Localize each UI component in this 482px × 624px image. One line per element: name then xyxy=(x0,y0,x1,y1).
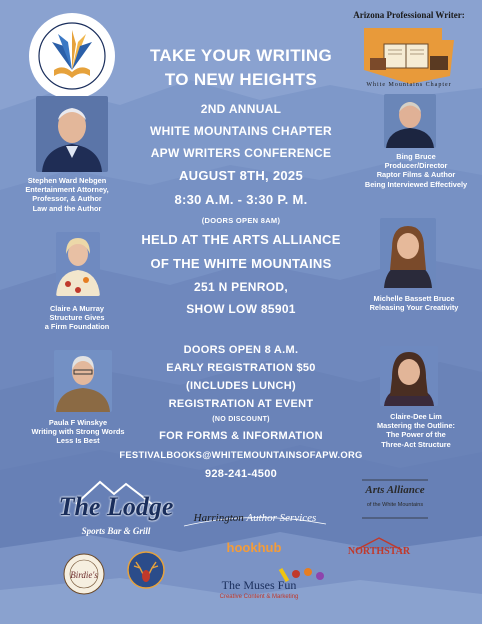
speaker-topic: Structure Gives xyxy=(49,313,105,323)
apw-logo-chapter: White Mountains Chapter xyxy=(366,82,452,88)
event-time: 8:30 A.M. - 3:30 P. M. xyxy=(174,192,308,207)
event-doors-note: (DOORS OPEN 8AM) xyxy=(201,216,281,225)
speaker-photo-claire-murray xyxy=(56,232,100,296)
speaker-caption-michelle-bruce xyxy=(350,294,478,312)
speaker-name: Stephen Ward Nebgen xyxy=(27,176,107,185)
headline-line-2: TO NEW HEIGHTS xyxy=(164,70,318,89)
speaker-topic: The Power of the xyxy=(386,430,446,440)
event-address-line-1: 251 N PENROD, xyxy=(194,280,288,294)
speaker-caption-paula-winskye xyxy=(10,418,146,446)
the-lodge-logo xyxy=(56,476,176,542)
apw-logo-title: Arizona Professional Writer: xyxy=(353,10,465,20)
speaker-title: Professor, & Author xyxy=(32,194,102,204)
speaker-name: Claire A Murray xyxy=(49,304,105,313)
arts-alliance-sub: of the White Mountains xyxy=(366,502,424,508)
registration-early: EARLY REGISTRATION $50 xyxy=(166,362,316,374)
northstar-name: NORTHSTAR xyxy=(347,546,411,557)
event-address-line-2: SHOW LOW 85901 xyxy=(186,302,296,316)
svg-text:Birdie's: Birdie's xyxy=(70,570,98,580)
event-venue-line-1: HELD AT THE ARTS ALLIANCE xyxy=(141,232,341,247)
the-muses-logo xyxy=(186,566,332,606)
speaker-topic: Mastering the Outline: xyxy=(376,421,456,431)
author-services-word: Author Services xyxy=(246,512,317,524)
speaker-title: Producer/Director xyxy=(384,161,448,171)
speaker-title: Raptor Films & Author xyxy=(376,170,456,180)
hookhub-name: hookhub xyxy=(226,540,282,555)
hookhub-logo xyxy=(214,540,294,558)
speaker-photo-paula-winskye xyxy=(54,350,112,412)
the-lodge-name: The Lodge xyxy=(58,492,174,521)
speaker-name: Bing Bruce xyxy=(396,152,436,161)
speaker-caption-bing-bruce xyxy=(352,152,480,189)
event-conference: APW WRITERS CONFERENCE xyxy=(150,146,332,160)
speaker-caption-stephen-nebgen xyxy=(2,176,132,213)
speaker-photo-claire-dee-lim xyxy=(380,346,438,406)
speaker-caption-claire-dee-lim xyxy=(356,412,476,449)
arts-alliance-logo xyxy=(358,472,432,524)
speaker-topic: Three-Act Structure xyxy=(381,439,451,449)
registration-email[interactable]: FESTIVALBOOKS@WHITEMOUNTAINSOFAPW.ORG xyxy=(119,449,363,460)
the-muses-tagline: Creative Content & Marketing xyxy=(219,594,299,600)
harrington-word: Harrington xyxy=(193,512,244,524)
headline-line-1: TAKE YOUR WRITING xyxy=(149,46,333,65)
registration-lunch: (INCLUDES LUNCH) xyxy=(186,380,296,392)
speaker-name: Claire-Dee Lim xyxy=(390,412,442,421)
harrington-name xyxy=(182,512,328,524)
apw-logo xyxy=(350,10,468,92)
speaker-topic: Releasing Your Creativity xyxy=(369,303,459,313)
the-muses-name: The Muses Fun xyxy=(221,578,297,592)
speaker-name: Paula F Winskye xyxy=(48,418,108,427)
speaker-caption-claire-murray xyxy=(14,304,140,332)
elk-emblem-logo xyxy=(126,550,166,590)
registration-phone[interactable]: 928-241-4500 xyxy=(204,468,278,480)
registration-doors: DOORS OPEN 8 A.M. xyxy=(183,344,299,356)
speaker-topic: Less Is Best xyxy=(56,436,100,446)
speaker-topic: Being Interviewed Effectively xyxy=(364,179,468,189)
event-venue-line-2: OF THE WHITE MOUNTAINS xyxy=(150,256,332,271)
speaker-photo-bing-bruce xyxy=(384,94,436,148)
registration-no-discount: (NO DISCOUNT) xyxy=(212,416,270,423)
event-annual: 2ND ANNUAL xyxy=(200,102,282,116)
northstar-logo xyxy=(344,534,414,574)
speaker-photo-stephen-nebgen xyxy=(36,96,108,172)
registration-forms: FOR FORMS & INFORMATION xyxy=(159,430,323,442)
speaker-topic: a Firm Foundation xyxy=(44,322,110,332)
conference-seal-logo xyxy=(28,12,116,100)
speaker-name: Michelle Bassett Bruce xyxy=(373,294,455,303)
registration-at-event: REGISTRATION AT EVENT xyxy=(168,398,314,410)
event-chapter: WHITE MOUNTAINS CHAPTER xyxy=(149,124,332,138)
speaker-photo-michelle-bruce xyxy=(380,218,436,288)
speaker-topic: Law and the Author xyxy=(32,203,102,213)
arts-alliance-name: Arts Alliance xyxy=(365,484,425,496)
speaker-title: Entertainment Attorney, xyxy=(25,185,109,195)
event-date: AUGUST 8TH, 2025 xyxy=(178,168,303,183)
the-lodge-tagline: Sports Bar & Grill xyxy=(81,526,151,536)
birdies-logo xyxy=(62,552,106,596)
speaker-topic: Writing with Strong Words xyxy=(31,427,125,437)
harrington-author-services-logo xyxy=(182,508,328,530)
